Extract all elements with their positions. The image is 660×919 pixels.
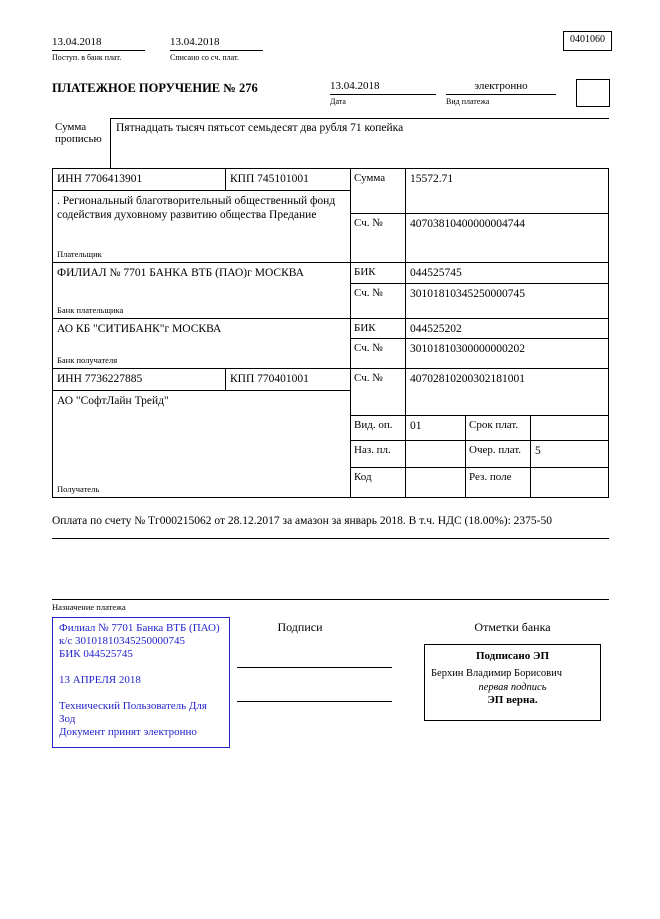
debited-date-label: Списано со сч. плат. [170, 53, 239, 62]
payer-bank-account-label-cell: Сч. № [351, 284, 406, 319]
document-date-value: 13.04.2018 [330, 80, 436, 95]
payee-bank-bik-label-cell: БИК [351, 319, 406, 339]
stamp-corr-account: к/с 30101810345250000745 [59, 635, 186, 647]
purpose-rule-1 [52, 538, 609, 539]
pay-term-value-cell [531, 416, 608, 441]
amount-words-top-rule [110, 118, 609, 119]
payee-bank-account-label-cell: Сч. № [351, 339, 406, 369]
payer-name: . Региональный благотворительный общественный фонд содействия духовному развитию общества Предание [57, 195, 336, 221]
payee-name: АО "СофтЛайн Трейд" [57, 395, 169, 407]
purpose-label: Назначение платежа [52, 602, 126, 612]
requisites-table [52, 168, 609, 498]
payer-bank-account-cell: 30101810345250000745 [406, 284, 608, 319]
payee-bank-account-cell: 30101810300000000202 [406, 339, 608, 369]
purpose-code-value-cell [406, 441, 466, 468]
payer-bank-name: ФИЛИАЛ № 7701 БАНКА ВТБ (ПАО)г МОСКВА [57, 267, 304, 279]
stamp-date: 13 АПРЕЛЯ 2018 [59, 674, 141, 686]
page-title: ПЛАТЕЖНОЕ ПОРУЧЕНИЕ № 276 [52, 81, 258, 95]
payer-inn-cell: ИНН 7706413901 [53, 169, 226, 191]
code-label-cell: Код [351, 468, 406, 497]
ep-signer-role: первая подпись [478, 682, 547, 693]
bank-stamp [52, 617, 230, 748]
amount-words-value: Пятнадцать тысяч пятьсот семьдесят два рубля 71 копейка [116, 122, 404, 134]
pay-order-label-cell: Очер. плат. [466, 441, 531, 468]
payer-kpp-cell: КПП 745101001 [226, 169, 351, 191]
reserve-value-cell [531, 468, 608, 497]
form-code-box: 0401060 [563, 31, 612, 51]
payment-kind-value: электронно [446, 80, 556, 95]
payee-label: Получатель [57, 484, 100, 494]
electronic-signature-box [424, 644, 601, 721]
payee-name-cell [53, 391, 351, 497]
stamp-accepted: Документ принят электронно [59, 726, 197, 738]
payee-kpp-cell: КПП 770401001 [226, 369, 351, 391]
payee-bank-name: АО КБ "СИТИБАНК"г МОСКВА [57, 323, 222, 335]
payment-kind-label: Вид платежа [446, 97, 490, 106]
status-101-box [576, 79, 610, 107]
payee-bank-cell [53, 319, 351, 369]
field-debited-date [170, 36, 263, 63]
payer-account-cell: 40703810400000004744 [406, 214, 608, 263]
bank-marks-label: Отметки банка [474, 620, 551, 634]
stamp-bik: БИК 044525745 [59, 648, 133, 660]
signatures-label: Подписи [277, 620, 323, 634]
payer-bank-bik-cell: 044525745 [406, 263, 608, 284]
payer-bank-label: Банк плательщика [57, 305, 124, 315]
payer-bank-cell [53, 263, 351, 319]
received-date-label: Поступ. в банк плат. [52, 53, 122, 62]
payee-account-cell: 40702810200302181001 [406, 369, 608, 416]
received-date-value: 13.04.2018 [52, 36, 145, 51]
ep-title: Подписано ЭП [475, 650, 550, 662]
payee-account-label-cell: Сч. № [351, 369, 406, 416]
op-kind-value-cell: 01 [406, 416, 466, 441]
payer-bank-bik-label-cell: БИК [351, 263, 406, 284]
pay-order-value-cell: 5 [531, 441, 608, 468]
payer-name-cell [53, 191, 351, 263]
signature-line-2 [237, 701, 392, 702]
payer-account-label-cell: Сч. № [351, 214, 406, 263]
ep-verified: ЭП верна. [487, 694, 538, 706]
signature-line-1 [237, 667, 392, 668]
amount-label-cell: Сумма [351, 169, 406, 214]
pay-term-label-cell: Срок плат. [466, 416, 531, 441]
ep-signer-name: Берхин Владимир Борисович [431, 668, 562, 679]
field-payment-kind [446, 80, 556, 107]
purpose-text: Оплата по счету № Тг000215062 от 28.12.2017 за амазон за январь 2018. В т.ч. НДС (18.00%): 2375-50 [52, 515, 553, 527]
amount-value-cell: 15572.71 [406, 169, 608, 214]
payee-bank-label: Банк получателя [57, 355, 118, 365]
document-date-label: Дата [330, 97, 346, 106]
purpose-code-label-cell: Наз. пл. [351, 441, 406, 468]
code-value-cell [406, 468, 466, 497]
stamp-operator: Технический Пользователь Для Зод [59, 700, 207, 725]
field-document-date [330, 80, 436, 107]
purpose-rule-2 [52, 599, 609, 600]
op-kind-label-cell: Вид. оп. [351, 416, 406, 441]
stamp-bank-name: Филиал № 7701 Банка ВТБ (ПАО) [59, 622, 220, 634]
amount-words-label: Сумма прописью [55, 121, 102, 145]
payer-label: Плательщик [57, 249, 102, 259]
payee-bank-bik-cell: 044525202 [406, 319, 608, 339]
payee-inn-cell: ИНН 7736227885 [53, 369, 226, 391]
debited-date-value: 13.04.2018 [170, 36, 263, 51]
amount-words-divider [110, 118, 111, 169]
field-received-date [52, 36, 145, 63]
reserve-label-cell: Рез. поле [466, 468, 531, 497]
